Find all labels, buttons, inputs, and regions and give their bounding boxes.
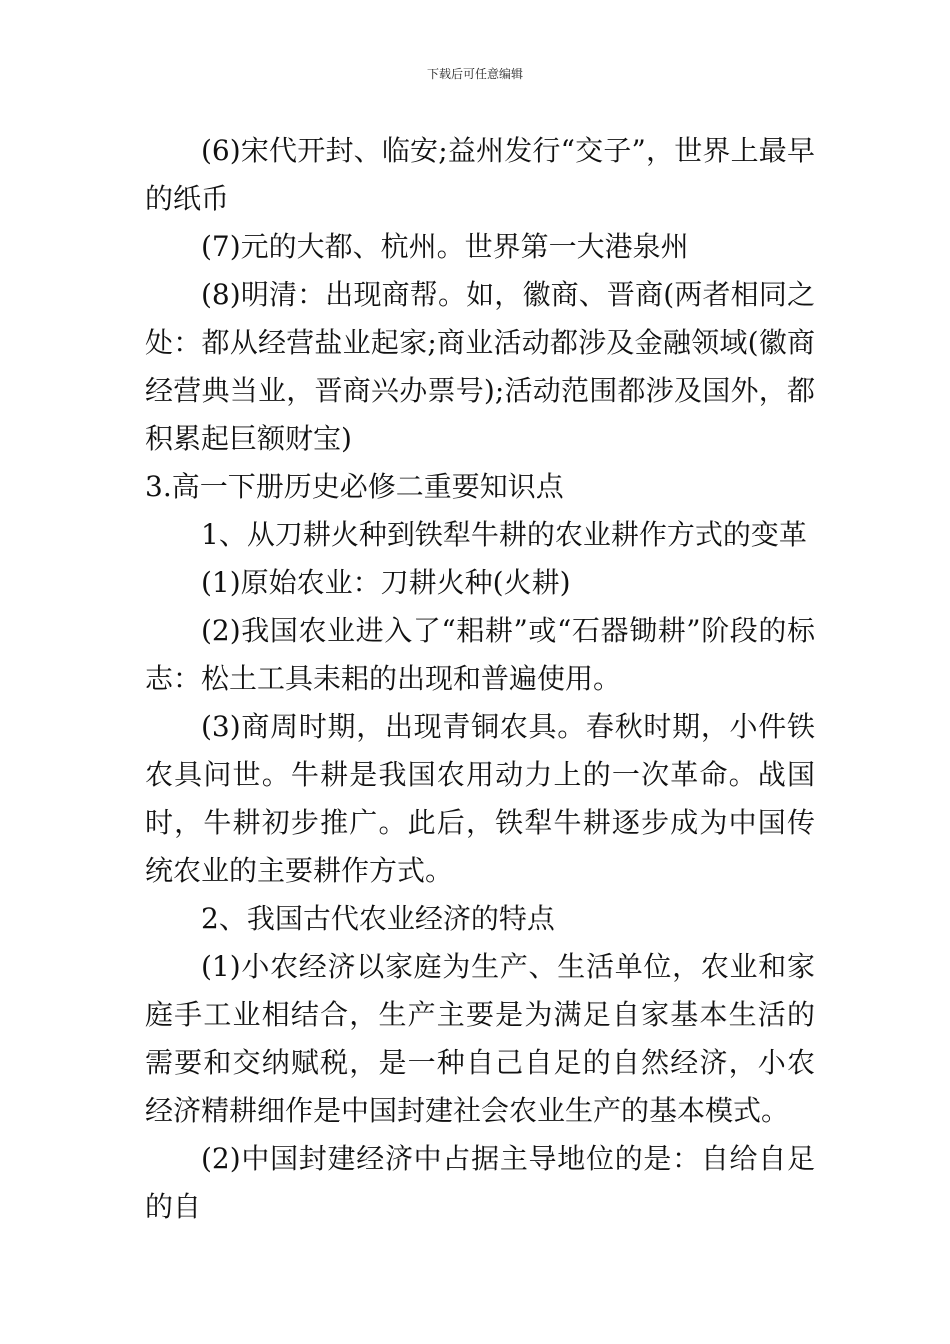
paragraph-small-peasant-economy: (1)小农经济以家庭为生产、生活单位，农业和家庭手工业相结合，生产主要是为满足自家基本生活的需要和交纳赋税，是一种自己自足的自然经济，小农经济精耕细作是中国封建社会农业生产的基本模式。: [145, 950, 815, 1127]
page-header-note: 下载后可任意编辑: [426, 67, 523, 81]
subheading-agri-economy-features: 2、我国古代农业经济的特点: [201, 902, 555, 935]
paragraph-si-geng-stage: (2)我国农业进入了“耜耕”或“石器锄耕”阶段的标志：松土工具耒耜的出现和普遍使用。: [145, 614, 815, 695]
paragraph-shang-zhou-tools: (3)商周时期，出现青铜农具。春秋时期，小件铁农具问世。牛耕是我国农用动力上的一次革命。战国时，牛耕初步推广。此后，铁犁牛耕逐步成为中国传统农业的主要耕作方式。: [145, 710, 815, 887]
paragraph-feudal-economy: (2)中国封建经济中占据主导地位的是：自给自足的自: [145, 1142, 815, 1223]
paragraph-song-dynasty: (6)宋代开封、临安;益州发行“交子”，世界上最早的纸币: [145, 134, 815, 215]
subheading-farming-change: 1、从刀耕火种到铁犁牛耕的农业耕作方式的变革: [201, 518, 807, 551]
paragraph-primitive-agriculture: (1)原始农业：刀耕火种(火耕): [201, 566, 571, 599]
paragraph-ming-qing: (8)明清：出现商帮。如，徽商、晋商(两者相同之处：都从经营盐业起家;商业活动都涉及金融领域(徽商经营典当业，晋商兴办票号);活动范围都涉及国外，都积累起巨额财宝): [145, 278, 815, 455]
section-heading: 3.高一下册历史必修二重要知识点: [145, 470, 564, 503]
paragraph-yuan-dynasty: (7)元的大都、杭州。世界第一大港泉州: [201, 230, 689, 263]
document-body: [145, 127, 815, 1231]
